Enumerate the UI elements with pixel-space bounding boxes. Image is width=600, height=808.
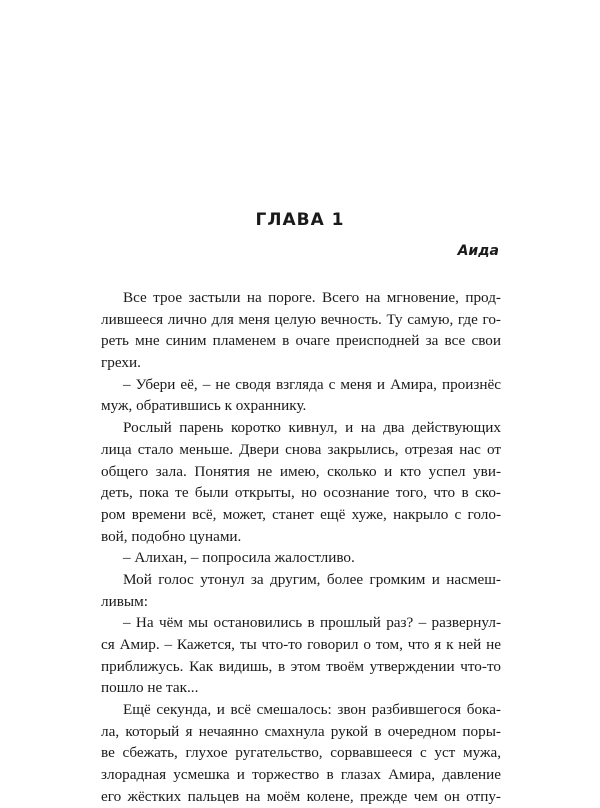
chapter-narrator: Аида xyxy=(457,243,499,259)
text-line: его жёстких пальцев на моём колене, прежде чем он отпу- xyxy=(101,787,501,805)
text-line: лица стало меньше. Двери снова закрылись, отрезая нас от xyxy=(101,440,501,458)
text-line: ливым: xyxy=(101,592,148,610)
text-line: Все трое застыли на пороге. Всего на мгновение, прод- xyxy=(123,289,501,306)
text-line: приближусь. Как видишь, в этом твоём утверждении что-то xyxy=(101,657,501,675)
text-line: ся Амир. – Кажется, ты что-то говорил о том, что я к ней не xyxy=(101,636,501,653)
text-line: грехи. xyxy=(101,354,141,372)
chapter-text xyxy=(101,287,501,808)
text-line: реть мне синим пламенем в очаге преисподней за все свои xyxy=(101,332,501,350)
chapter-title: ГЛАВА 1 xyxy=(255,210,345,230)
text-line: ла, который я нечаянно смахнула рукой в очередном поры- xyxy=(101,722,501,740)
text-line: деть, пока те были открыты, но осознание того, что в ско- xyxy=(101,484,501,502)
text-line: Мой голос утонул за другим, более громким и насмеш- xyxy=(123,570,501,588)
text-line: вой, подобно цунами. xyxy=(101,527,242,545)
text-line: ве сбежать, глухое ругательство, сорвавшееся с уст мужа, xyxy=(101,744,501,762)
text-line: общего зала. Понятия не имею, сколько и кто успел уви- xyxy=(101,462,501,480)
text-line: – На чём мы остановились в прошлый раз? – развернул- xyxy=(123,614,501,632)
text-line: – Убери её, – не сводя взгляда с меня и Амира, произнёс xyxy=(123,375,501,393)
text-line: лившееся лично для меня целую вечность. Ту самую, где го- xyxy=(101,310,501,328)
text-line: Рослый парень коротко кивнул, и на два действующих xyxy=(123,419,501,437)
text-line: пошло не так... xyxy=(101,679,199,697)
text-line: – Алихан, – попросила жалостливо. xyxy=(123,549,355,567)
text-line: злорадная усмешка и торжество в глазах Амира, давление xyxy=(101,766,501,784)
text-line: ром времени всё, может, станет ещё хуже, накрыло с голо- xyxy=(101,505,501,523)
text-line: Ещё секунда, и всё смешалось: звон разбившегося бока- xyxy=(123,701,501,719)
text-line: муж, обратившись к охраннику. xyxy=(101,397,307,415)
